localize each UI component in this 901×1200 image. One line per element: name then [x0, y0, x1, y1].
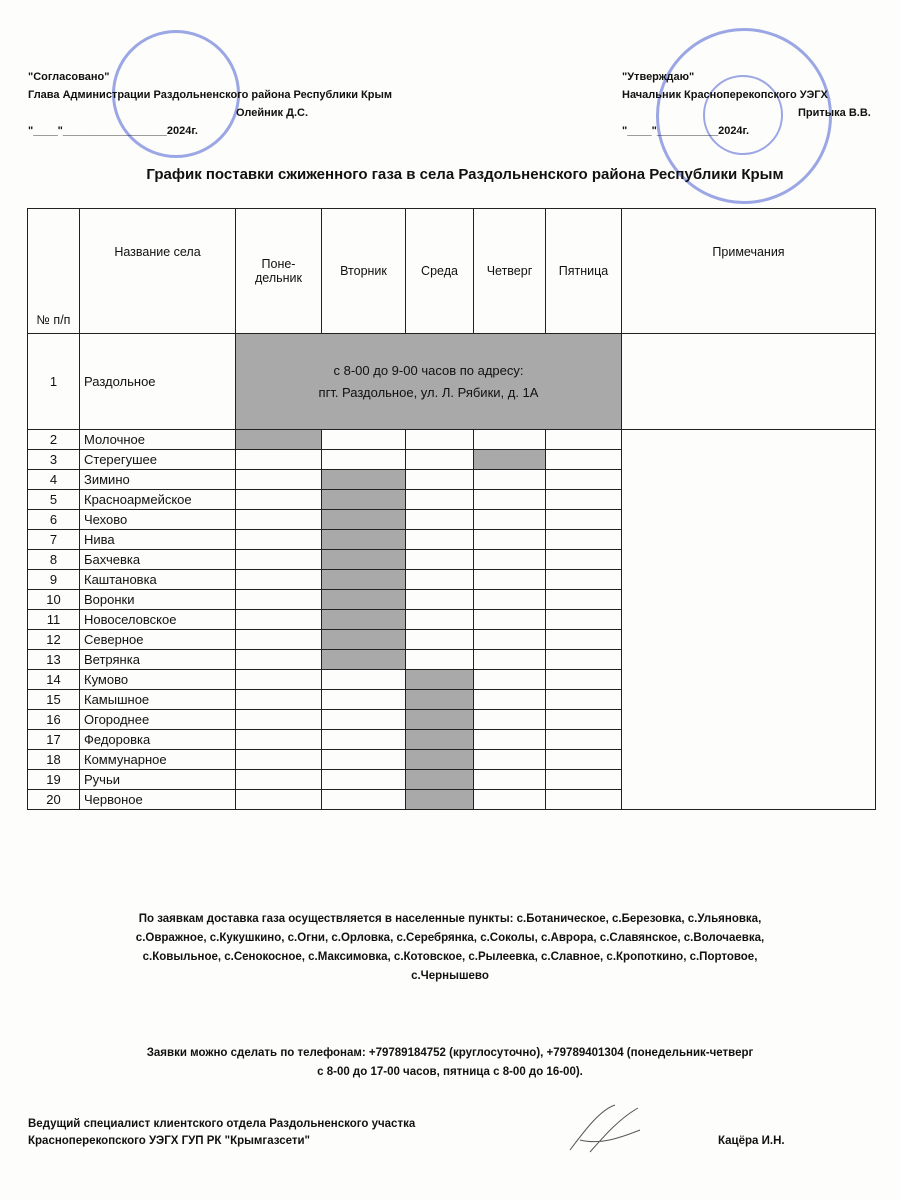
signatory-line1: Ведущий специалист клиентского отдела Раздольненского участка	[28, 1118, 416, 1130]
day-cell	[546, 790, 622, 810]
day-cell	[474, 430, 546, 450]
schedule-note-line2: пгт. Раздольное, ул. Л. Рябики, д. 1А	[318, 384, 539, 400]
village-name: Огороднее	[80, 710, 236, 730]
day-cell	[406, 530, 474, 550]
day-cell	[474, 550, 546, 570]
row-number: 12	[28, 630, 80, 650]
raxdolnoe-schedule	[236, 334, 622, 430]
day-cell	[546, 550, 622, 570]
delivery-day-cell	[322, 530, 406, 550]
village-name: Стерегушее	[80, 450, 236, 470]
day-cell	[546, 710, 622, 730]
row-number: 10	[28, 590, 80, 610]
row-number: 7	[28, 530, 80, 550]
header-monday: Поне- дельник	[236, 209, 322, 334]
village-name: Воронки	[80, 590, 236, 610]
delivery-day-cell	[322, 650, 406, 670]
day-cell	[406, 430, 474, 450]
header-wednesday: Среда	[406, 209, 474, 334]
day-cell	[236, 710, 322, 730]
delivery-day-cell	[322, 510, 406, 530]
day-cell	[236, 530, 322, 550]
day-cell	[546, 590, 622, 610]
day-cell	[236, 590, 322, 610]
schedule-note-line1: с 8-00 до 9-00 часов по адресу:	[333, 362, 524, 378]
day-cell	[236, 670, 322, 690]
row-number: 18	[28, 750, 80, 770]
village-name: Молочное	[80, 430, 236, 450]
day-cell	[474, 530, 546, 550]
day-cell	[546, 450, 622, 470]
village-name: Раздольное	[80, 334, 236, 430]
delivery-day-cell	[322, 470, 406, 490]
day-cell	[236, 790, 322, 810]
approval-left-date: "____"_________________2024г.	[28, 125, 198, 137]
day-cell	[406, 590, 474, 610]
delivery-schedule-table	[27, 208, 876, 810]
day-cell	[546, 730, 622, 750]
day-cell	[406, 650, 474, 670]
day-cell	[546, 530, 622, 550]
day-cell	[322, 690, 406, 710]
day-cell	[474, 790, 546, 810]
row-number: 19	[28, 770, 80, 790]
row-number: 5	[28, 490, 80, 510]
village-name: Ручьи	[80, 770, 236, 790]
day-cell	[322, 430, 406, 450]
delivery-day-cell	[236, 430, 322, 450]
village-name: Федоровка	[80, 730, 236, 750]
signatory-line2: Красноперекопского УЭГХ ГУП РК "Крымгазсети"	[28, 1135, 310, 1147]
delivery-day-cell	[406, 670, 474, 690]
header-number: № п/п	[28, 209, 80, 334]
row-number: 15	[28, 690, 80, 710]
row-number: 1	[28, 334, 80, 430]
on-request-line1: По заявкам доставка газа осуществляется в населенные пункты: с.Ботаническое, с.Березовка, с.Ульяновка,	[138, 913, 762, 925]
delivery-day-cell	[406, 770, 474, 790]
document-title: График поставки сжиженного газа в села Раздольненского района Республики Крым	[146, 166, 784, 183]
day-cell	[474, 490, 546, 510]
delivery-day-cell	[406, 730, 474, 750]
day-cell	[322, 670, 406, 690]
delivery-day-cell	[406, 750, 474, 770]
day-cell	[236, 510, 322, 530]
approval-right-signer: Притыка В.В.	[798, 107, 871, 119]
day-cell	[406, 470, 474, 490]
day-cell	[546, 670, 622, 690]
village-name: Чехово	[80, 510, 236, 530]
phone-line1: Заявки можно сделать по телефонам: +79789184752 (круглосуточно), +79789401304 (понедельник-четверг	[146, 1047, 754, 1059]
row-number: 11	[28, 610, 80, 630]
day-cell	[406, 550, 474, 570]
table-header-row	[28, 209, 876, 334]
day-cell	[236, 750, 322, 770]
day-cell	[474, 570, 546, 590]
notes-cell	[622, 430, 876, 810]
day-cell	[474, 590, 546, 610]
delivery-day-cell	[406, 710, 474, 730]
delivery-day-cell	[474, 450, 546, 470]
day-cell	[236, 650, 322, 670]
row-number: 17	[28, 730, 80, 750]
day-cell	[236, 570, 322, 590]
day-cell	[236, 450, 322, 470]
village-name: Зимино	[80, 470, 236, 490]
day-cell	[236, 470, 322, 490]
delivery-day-cell	[322, 610, 406, 630]
day-cell	[474, 510, 546, 530]
village-name: Червоное	[80, 790, 236, 810]
village-name: Коммунарное	[80, 750, 236, 770]
phone-line2: с 8-00 до 17-00 часов, пятница с 8-00 до 16-00).	[317, 1066, 583, 1078]
approval-stamp-right-inner	[703, 75, 783, 155]
row-number: 3	[28, 450, 80, 470]
day-cell	[474, 750, 546, 770]
phone-paragraph	[20, 1044, 880, 1082]
day-cell	[406, 570, 474, 590]
village-name: Новоселовское	[80, 610, 236, 630]
approval-right-position: Начальник Красноперекопского УЭГХ	[622, 89, 828, 101]
delivery-day-cell	[322, 550, 406, 570]
header-tuesday: Вторник	[322, 209, 406, 334]
day-cell	[474, 610, 546, 630]
header-notes: Примечания	[622, 209, 876, 334]
day-cell	[546, 510, 622, 530]
on-request-line4: с.Чернышево	[411, 970, 489, 982]
village-name: Нива	[80, 530, 236, 550]
day-cell	[474, 730, 546, 750]
signatory-title	[28, 1116, 415, 1150]
day-cell	[546, 750, 622, 770]
table-row	[28, 430, 876, 450]
village-name: Камышное	[80, 690, 236, 710]
delivery-day-cell	[322, 590, 406, 610]
day-cell	[236, 770, 322, 790]
row-number: 2	[28, 430, 80, 450]
day-cell	[474, 770, 546, 790]
notes-cell	[622, 334, 876, 430]
day-cell	[322, 730, 406, 750]
header-thursday: Четверг	[474, 209, 546, 334]
day-cell	[546, 770, 622, 790]
day-cell	[546, 630, 622, 650]
day-cell	[474, 630, 546, 650]
day-cell	[546, 490, 622, 510]
delivery-day-cell	[322, 570, 406, 590]
village-name: Северное	[80, 630, 236, 650]
row-number: 8	[28, 550, 80, 570]
row-number: 13	[28, 650, 80, 670]
approval-left-position: Глава Администрации Раздольненского района Республики Крым	[28, 89, 393, 101]
day-cell	[546, 430, 622, 450]
village-name: Каштановка	[80, 570, 236, 590]
approval-right-label: "Утверждаю"	[622, 71, 695, 83]
day-cell	[406, 610, 474, 630]
table-row	[28, 334, 876, 430]
day-cell	[322, 770, 406, 790]
day-cell	[236, 610, 322, 630]
row-number: 14	[28, 670, 80, 690]
delivery-day-cell	[322, 630, 406, 650]
approval-right-date: "____"__________2024г.	[622, 125, 750, 137]
delivery-day-cell	[322, 490, 406, 510]
day-cell	[546, 650, 622, 670]
village-name: Красноармейское	[80, 490, 236, 510]
day-cell	[406, 490, 474, 510]
on-request-paragraph	[20, 910, 880, 986]
handwritten-signature	[560, 1100, 650, 1160]
delivery-day-cell	[406, 790, 474, 810]
day-cell	[322, 750, 406, 770]
on-request-line2: с.Овражное, с.Кукушкино, с.Огни, с.Орловка, с.Серебрянка, с.Соколы, с.Аврора, с.Славянское, с.Волочаевка,	[135, 932, 765, 944]
day-cell	[546, 470, 622, 490]
delivery-day-cell	[406, 690, 474, 710]
row-number: 4	[28, 470, 80, 490]
day-cell	[546, 610, 622, 630]
day-cell	[322, 450, 406, 470]
row-number: 6	[28, 510, 80, 530]
header-friday: Пятница	[546, 209, 622, 334]
signatory-name: Кацёра И.Н.	[718, 1135, 785, 1147]
on-request-line3: с.Ковыльное, с.Сенокосное, с.Максимовка, с.Котовское, с.Рылеевка, с.Славное, с.Кропоткино, с.Портовое,	[142, 951, 758, 963]
day-cell	[236, 550, 322, 570]
day-cell	[474, 690, 546, 710]
day-cell	[406, 630, 474, 650]
row-number: 20	[28, 790, 80, 810]
day-cell	[236, 730, 322, 750]
day-cell	[546, 690, 622, 710]
approval-left-label: "Согласовано"	[28, 71, 110, 83]
row-number: 9	[28, 570, 80, 590]
day-cell	[474, 650, 546, 670]
day-cell	[322, 710, 406, 730]
day-cell	[474, 470, 546, 490]
day-cell	[236, 490, 322, 510]
approval-left-signer: Олейник Д.С.	[236, 107, 308, 119]
header-village: Название села	[80, 209, 236, 334]
day-cell	[236, 630, 322, 650]
day-cell	[406, 450, 474, 470]
day-cell	[474, 710, 546, 730]
day-cell	[406, 510, 474, 530]
village-name: Бахчевка	[80, 550, 236, 570]
row-number: 16	[28, 710, 80, 730]
day-cell	[546, 570, 622, 590]
day-cell	[474, 670, 546, 690]
village-name: Кумово	[80, 670, 236, 690]
day-cell	[322, 790, 406, 810]
village-name: Ветрянка	[80, 650, 236, 670]
day-cell	[236, 690, 322, 710]
